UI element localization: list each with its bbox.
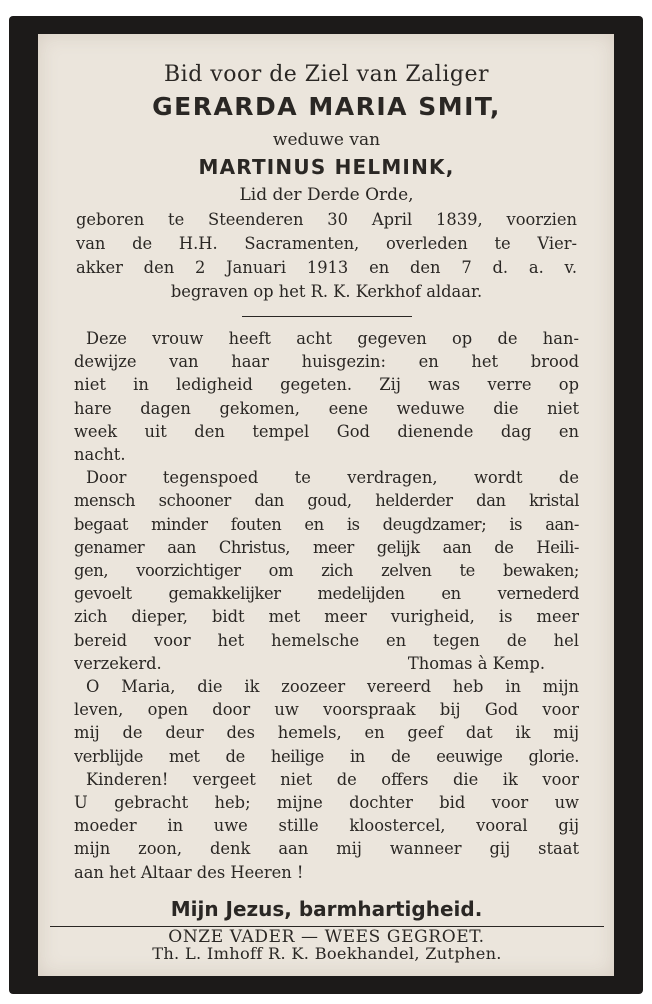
text-line: Door tegenspoed te verdragen, wordt de bbox=[86, 468, 579, 488]
card-content bbox=[74, 60, 579, 950]
paragraph-thomas bbox=[74, 466, 579, 675]
text-line: dewijze van haar huisgezin: en het brood bbox=[74, 352, 579, 372]
text-line: gevoelt gemakkelijker medelijden en vernederd bbox=[74, 584, 579, 604]
quote-attribution: Thomas à Kemp. bbox=[407, 653, 545, 673]
text-line: hare dagen gekomen, eene weduwe die niet bbox=[74, 398, 579, 418]
closing-prayers: ONZE VADER — WEES GEGROET. bbox=[168, 926, 485, 947]
bio-line: akker den 2 Januari 1913 en den 7 d. a. v. bbox=[76, 258, 577, 277]
text-line: mijn zoon, denk aan mij wanneer gij staat bbox=[74, 839, 579, 859]
text-line: moeder in uwe stille kloostercel, vooral gij bbox=[74, 816, 579, 836]
paragraph-children bbox=[74, 768, 579, 884]
bio-line: begraven op het R. K. Kerkhof aldaar. bbox=[170, 282, 483, 301]
text-line: Kinderen! vergeet niet de offers die ik voor bbox=[86, 769, 579, 789]
order-membership: Lid der Derde Orde, bbox=[239, 185, 414, 205]
paragraph-proverb bbox=[74, 327, 579, 466]
text-line-attribution bbox=[74, 652, 579, 675]
text-line: verblijde met de heilige in de eeuwige glorie. bbox=[74, 746, 579, 766]
card-paper bbox=[38, 34, 614, 976]
closing-prayer: Mijn Jezus, barmhartigheid. bbox=[170, 896, 483, 921]
bio-line: van de H.H. Sacramenten, overleden te Vier- bbox=[76, 234, 577, 253]
text-line: O Maria, die ik zoozeer vereerd heb in mijn bbox=[86, 677, 579, 697]
bio-line: geboren te Steenderen 30 April 1839, voorzien bbox=[76, 210, 577, 229]
text-line: nacht. bbox=[74, 445, 126, 465]
text-line: bereid voor het hemelsche en tegen de hel bbox=[74, 630, 579, 650]
text-line: U gebracht heb; mijne dochter bid voor uw bbox=[74, 793, 579, 813]
text-line: begaat minder fouten en is deugdzamer; is aan- bbox=[74, 514, 579, 534]
biography bbox=[74, 208, 579, 304]
text-line: week uit den tempel God dienende dag en bbox=[74, 421, 579, 441]
text-line: mij de deur des hemels, en geef dat ik mij bbox=[74, 723, 579, 743]
husband-name: MARTINUS HELMINK, bbox=[198, 155, 455, 179]
text-line: niet in ledigheid gegeten. Zij was verre op bbox=[74, 375, 579, 395]
text-line: Deze vrouw heeft acht gegeven op de han- bbox=[86, 329, 579, 348]
text-line: mensch schooner dan goud, helderder dan kristal bbox=[74, 491, 579, 511]
text-line: gen, voorzichtiger om zich zelven te bewaken; bbox=[74, 561, 579, 581]
widow-of-label: weduwe van bbox=[272, 130, 381, 150]
text-line: zich dieper, bidt met meer vurigheid, is meer bbox=[74, 607, 579, 627]
paragraph-maria bbox=[74, 675, 579, 768]
text-fragment: verzekerd. bbox=[74, 653, 162, 673]
deceased-name: GERARDA MARIA SMIT, bbox=[152, 92, 501, 121]
printer-imprint: Th. L. Imhoff R. K. Boekhandel, Zutphen. bbox=[50, 926, 604, 963]
memorial-card bbox=[9, 16, 643, 994]
divider-rule bbox=[242, 316, 412, 317]
text-line: genamer aan Christus, meer gelijk aan de Heili- bbox=[74, 537, 579, 557]
text-line: leven, open door uw voorspraak bij God voor bbox=[74, 700, 579, 720]
text-line: aan het Altaar des Heeren ! bbox=[74, 862, 304, 882]
prayer-heading: Bid voor de Ziel van Zaliger bbox=[164, 62, 489, 87]
